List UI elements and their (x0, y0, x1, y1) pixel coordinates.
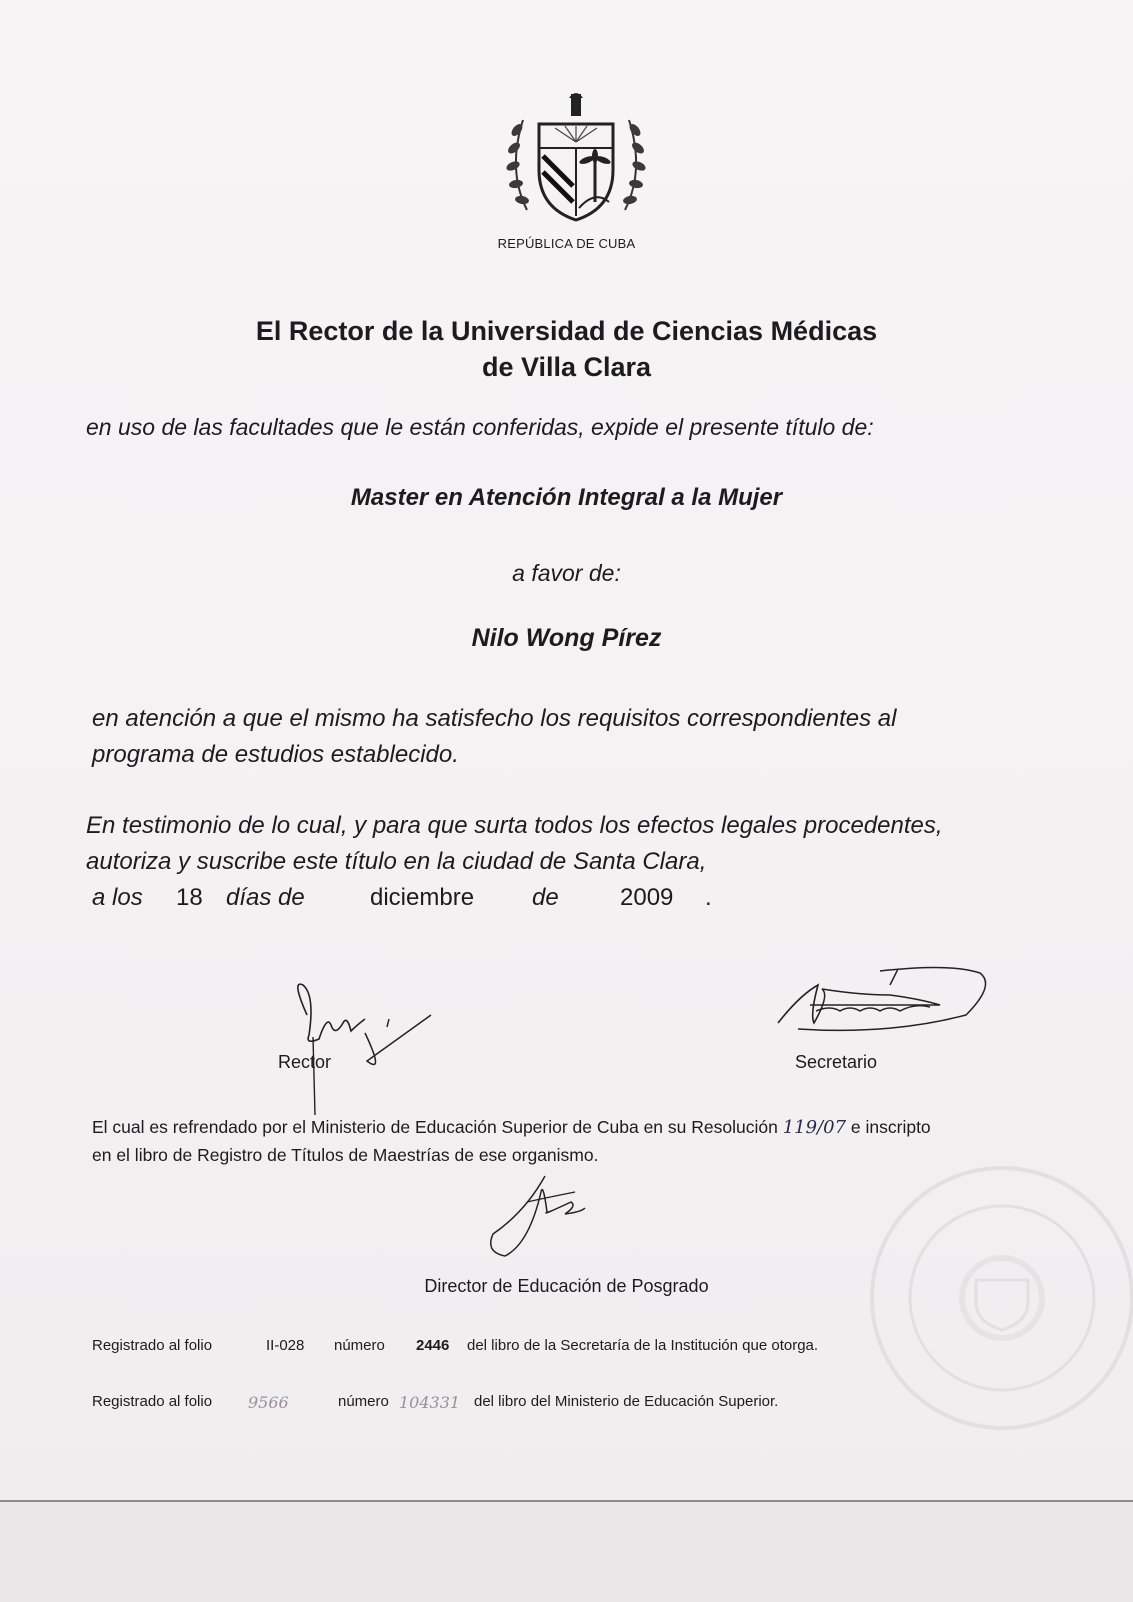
requirements-line-2: programa de estudios establecido. (92, 741, 459, 768)
endorsement-part-1: El cual es refrendado por el Ministerio de Educación Superior de Cuba en su Resolución (92, 1117, 778, 1137)
endorsement-line-1 (92, 1117, 931, 1138)
endorsement-part-2: e inscripto (850, 1117, 931, 1137)
registration-2-number: 104331 (399, 1393, 461, 1412)
registration-2-suffix: del libro del Ministerio de Educación Superior. (474, 1393, 779, 1410)
testimony-line-1: En testimonio de lo cual, y para que surta todos los efectos legales procedentes, (86, 812, 943, 839)
endorsement-line-2: en el libro de Registro de Títulos de Maestrías de ese organismo. (92, 1145, 599, 1165)
director-label: Director de Educación de Posgrado (424, 1276, 709, 1296)
recipient-name: Nilo Wong Pírez (471, 624, 662, 652)
testimony-line-2: autoriza y suscribe este título en la ciudad de Santa Clara, (86, 848, 707, 875)
embossed-seal (866, 1162, 1133, 1434)
title-line-2: de Villa Clara (481, 352, 652, 382)
registration-1-number: 2446 (416, 1337, 450, 1354)
requirements-line-1: en atención a que el mismo ha satisfecho los requisitos correspondientes al (92, 705, 897, 732)
scanner-edge (0, 1500, 1133, 1602)
registration-1-suffix: del libro de la Secretaría de la Institución que otorga. (467, 1337, 819, 1354)
lead-text: en uso de las facultades que le están conferidas, expide el presente título de: (86, 414, 874, 440)
title-line-1: El Rector de la Universidad de Ciencias Médicas (255, 316, 878, 346)
rector-label: Rector (278, 1052, 332, 1072)
date-day: 18 (176, 884, 203, 911)
republic-label: REPÚBLICA DE CUBA (497, 236, 636, 251)
registration-2-number-label: número (338, 1393, 389, 1410)
date-year: 2009 (620, 884, 674, 911)
secretary-label: Secretario (795, 1052, 878, 1072)
rector-signature (285, 975, 445, 1125)
registration-1-label: Registrado al folio (92, 1337, 213, 1354)
date-days-label: días de (226, 884, 305, 911)
resolution-number: 119/07 (782, 1117, 847, 1138)
secretary-signature (770, 965, 1000, 1045)
date-de: de (532, 884, 559, 911)
registration-2-folio: 9566 (248, 1393, 289, 1412)
date-end: . (705, 884, 712, 911)
registration-1-folio: II-028 (266, 1337, 305, 1354)
degree-title: Master en Atención Integral a la Mujer (350, 484, 783, 511)
registration-1-number-label: número (334, 1337, 385, 1354)
registration-2-label: Registrado al folio (92, 1393, 213, 1410)
in-favor-of-label: a favor de: (512, 560, 621, 586)
coat-of-arms-emblem (505, 90, 647, 230)
date-month: diciembre (370, 884, 475, 911)
date-prefix: a los (92, 884, 143, 911)
director-signature (485, 1172, 595, 1262)
